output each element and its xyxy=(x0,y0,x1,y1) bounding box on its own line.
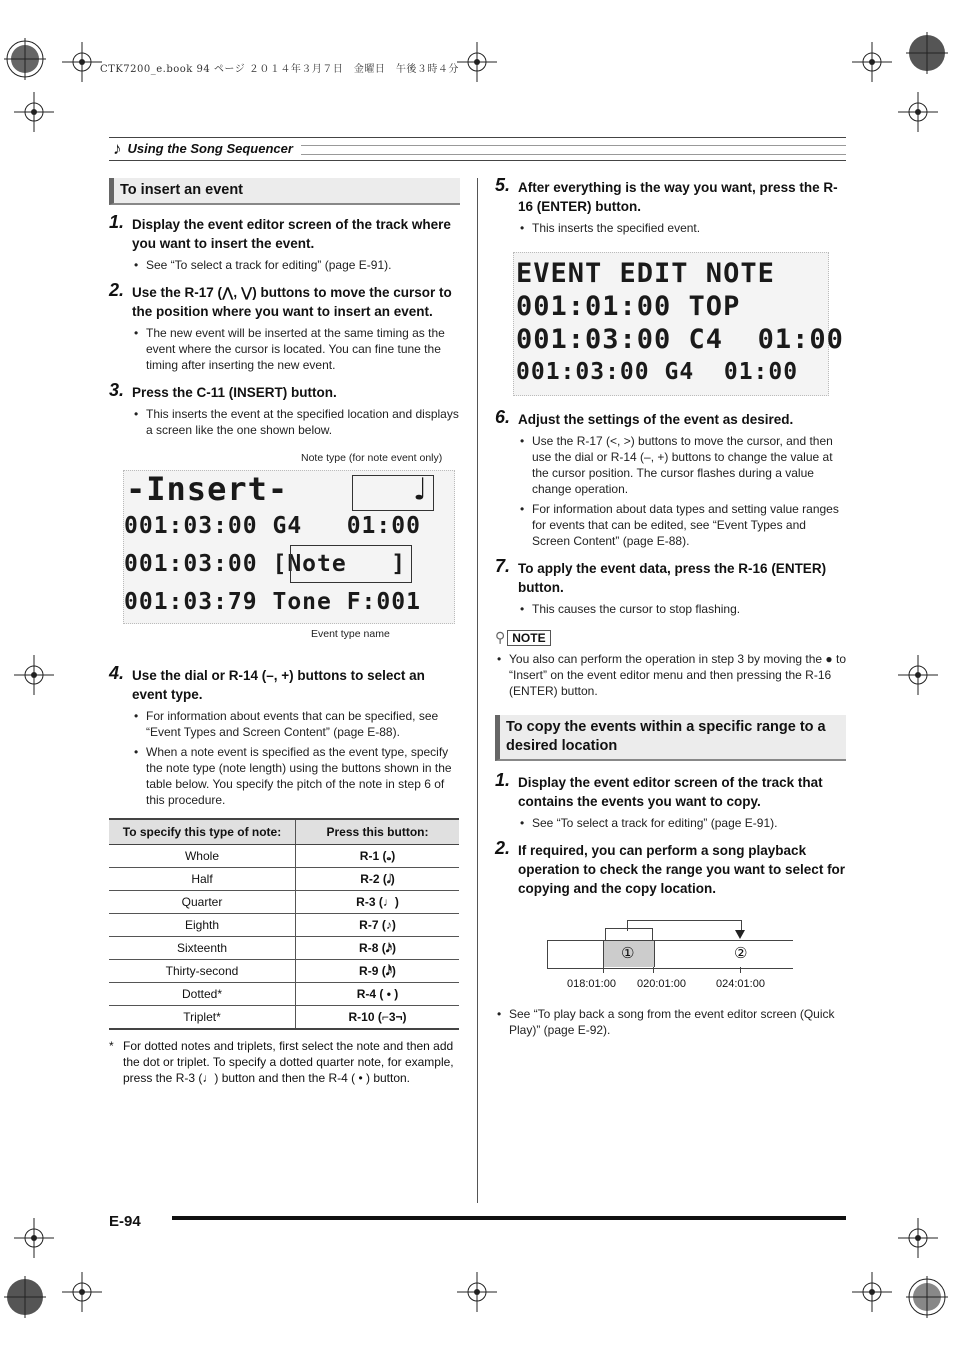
caption-event-type-name: Event type name xyxy=(311,628,390,640)
copy-range-diagram xyxy=(495,918,846,998)
copy-step-1: 1. Display the event editor screen of the track that contains the events you want to copy. • See “To select a track for editing” (page E-91). xyxy=(495,773,846,831)
time-label: 018:01:00 xyxy=(567,978,616,990)
crosshair-mark-right-bottom xyxy=(898,1218,938,1258)
heading-insert-event: To insert an event xyxy=(109,178,460,205)
column-divider xyxy=(477,178,478,1203)
section-bar xyxy=(109,137,846,161)
registration-mark-bottom-right xyxy=(906,1276,948,1318)
crosshair-mark-bottom-1 xyxy=(62,1272,102,1312)
registration-mark-top-left xyxy=(4,38,46,80)
left-step-4: 4. Use the dial or R-14 (–, +) buttons to select an event type. • For information about events that can be specified, see “Event Types and Screen Content” (page E-88). • When a note event is specified as the event type, specify the note type (note length) using the buttons shown in the table below. You specify the pitch of the note in step 6 of this procedure. xyxy=(109,666,460,808)
crosshair-mark-left-bottom xyxy=(14,1218,54,1258)
crosshair-mark-right-mid xyxy=(898,655,938,695)
crosshair-mark-left-1 xyxy=(14,92,54,132)
arrow-down-icon xyxy=(735,930,745,939)
crosshair-mark-bottom-2 xyxy=(457,1272,497,1312)
insert-lcd-screen: -Insert- ♩ 001:03:00 G4 01:00 001:03:00 [Note ] 001:03:79 Tone F:001 xyxy=(123,470,455,624)
music-note-icon: ♪ xyxy=(113,139,122,158)
crosshair-mark-left-mid xyxy=(14,655,54,695)
magnifier-icon: ⚲ xyxy=(495,629,506,645)
print-header: CTK7200_e.book 94 ページ ２０１４年３月７日 金曜日 午後３時４分 xyxy=(100,64,459,75)
right-step-5: 5. After everything is the way you want, press the R-16 (ENTER) button. • This inserts the specified event. xyxy=(495,178,846,236)
table-header: Press this button: xyxy=(296,819,460,845)
table-header: To specify this type of note: xyxy=(109,819,296,845)
note-label: NOTE xyxy=(507,630,550,646)
crosshair-mark-bottom-3 xyxy=(852,1272,892,1312)
crosshair-mark-top-3 xyxy=(852,42,892,82)
time-label: 020:01:00 xyxy=(637,978,686,990)
crosshair-mark-top-1 xyxy=(62,42,102,82)
caption-note-type: Note type (for note event only) xyxy=(301,452,443,464)
table-row: Sixteenth R-8 (𝅘𝅥𝅯) xyxy=(109,937,459,960)
table-row: Eighth R-7 (♪) xyxy=(109,914,459,937)
time-label: 024:01:00 xyxy=(716,978,765,990)
section-title: Using the Song Sequencer xyxy=(127,141,293,156)
heading-copy-events: To copy the events within a specific range to a desired location xyxy=(495,715,846,761)
note-badge xyxy=(495,629,551,646)
table-row: Triplet* R-10 (⌐3¬) xyxy=(109,1006,459,1030)
page-number: E-94 xyxy=(109,1213,141,1230)
registration-mark-top-right xyxy=(906,32,948,74)
note-type-table xyxy=(109,818,459,1030)
footer-rule xyxy=(172,1216,846,1220)
right-column xyxy=(495,175,847,1038)
table-row: Thirty-second R-9 (𝅘𝅥𝅰) xyxy=(109,960,459,983)
final-bullet: • See “To play back a song from the event editor screen (Quick Play)” (page E-92). xyxy=(495,1006,846,1038)
crosshair-mark-top-2 xyxy=(457,42,497,82)
table-row: Whole R-1 (𝅝) xyxy=(109,845,459,868)
left-step-2: 2. Use the R-17 (⋀, ⋁) buttons to move the cursor to the position where you want to insert an event. • The new event will be inserted at the same timing as the event where the cursor is located. You can fine tune the timing after inserting the new event. xyxy=(109,283,460,373)
note-text: • You also can perform the operation in step 3 by moving the ● to “Insert” on the event editor menu and then pressing the R-16 (ENTER) button. xyxy=(495,651,846,699)
right-step-6: 6. Adjust the settings of the event as desired. • Use the R-17 (<, >) buttons to move the cursor, and then use the dial or R-14 (–, +) buttons to change the value at the cursor position. The cursor flashes during a value change operation. • For information about data types and setting value ranges for events that can be edited, see “Event Types and Screen Content” (page E-88). xyxy=(495,410,846,549)
table-row: Half R-2 (𝅗𝅥) xyxy=(109,868,459,891)
range-marker-1: ① xyxy=(621,945,635,962)
table-footnote: * For dotted notes and triplets, first select the note and then add the dot or triplet. To specify a dotted quarter note, for example, press the R-3 (♩) button and then the R-4 ( • ) button. xyxy=(109,1038,460,1086)
crosshair-mark-right-1 xyxy=(898,92,938,132)
table-row: Dotted* R-4 ( • ) xyxy=(109,983,459,1006)
left-column xyxy=(109,178,460,1086)
left-step-1: 1. Display the event editor screen of the track where you want to insert the event. • See “To select a track for editing” (page E-91). xyxy=(109,215,460,273)
right-step-7: 7. To apply the event data, press the R-16 (ENTER) button. • This causes the cursor to stop flashing. xyxy=(495,559,846,617)
left-step-3: 3. Press the C-11 (INSERT) button. • This inserts the event at the specified location and displays a screen like the one shown below. xyxy=(109,383,460,438)
copy-step-2: 2. If required, you can perform a song playback operation to check the range you want to select for copying and the copy location. xyxy=(495,838,846,896)
insert-lcd-figure xyxy=(109,452,460,652)
event-edit-lcd-screen: EVENT EDIT NOTE 001:01:00 TOP 001:03:00 C4 01:00 001:03:00 G4 01:00 xyxy=(513,252,829,396)
table-row: Quarter R-3 (♩) xyxy=(109,891,459,914)
range-marker-2: ② xyxy=(734,945,748,962)
registration-mark-bottom-left xyxy=(4,1276,46,1318)
